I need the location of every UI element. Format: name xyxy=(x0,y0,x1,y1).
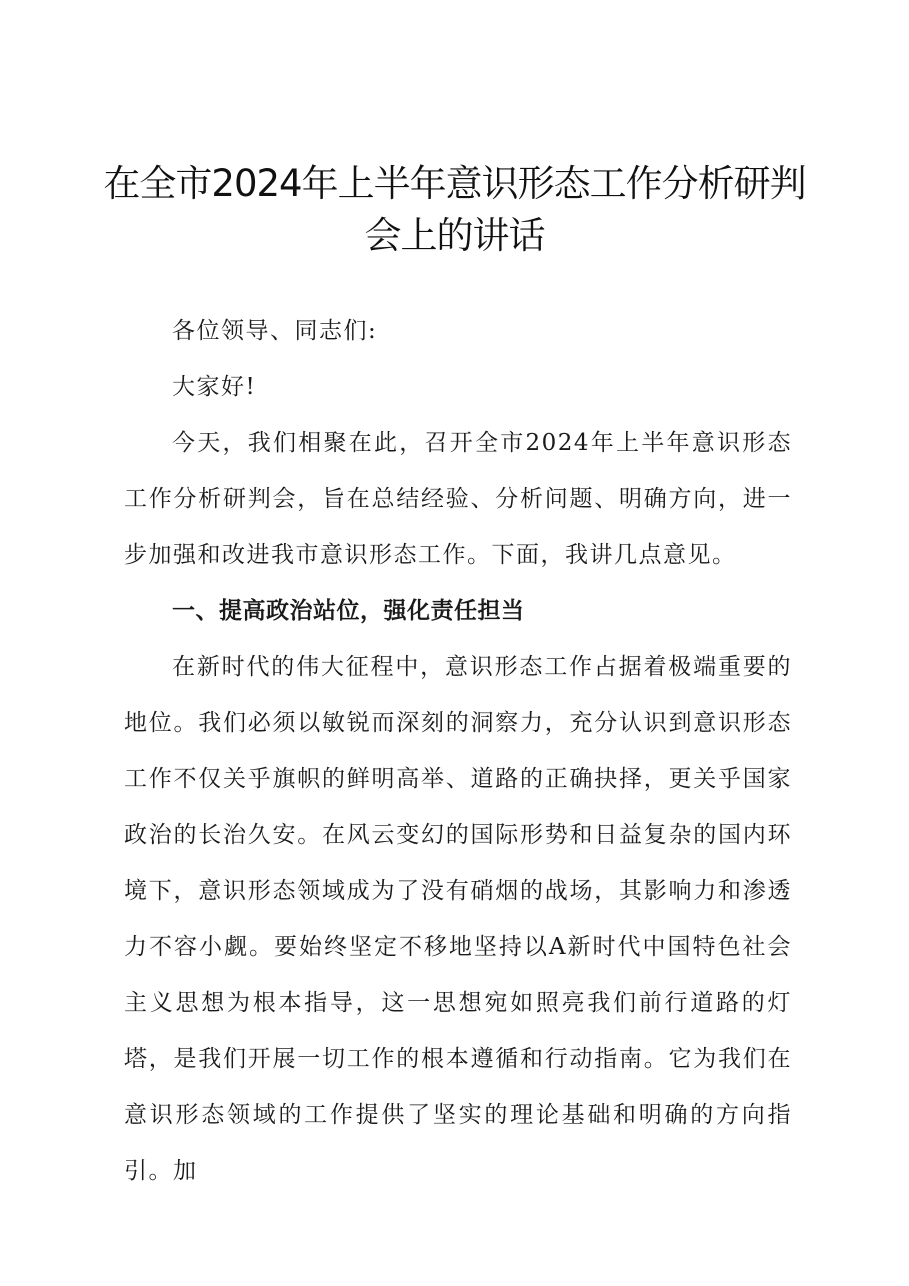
document-title xyxy=(100,158,809,262)
salutation: 各位领导、同志们: xyxy=(172,318,378,344)
intro-paragraph: 今天，我们相聚在此，召开全市2024年上半年意识形态工作分析研判会，旨在总结经验、分析问题、明确方向，进一步加强和改进我市意识形态工作。下面，我讲几点意见。 xyxy=(124,430,792,568)
section-1-heading: 一、提高政治站位，强化责任担当 xyxy=(172,598,525,624)
greeting: 大家好! xyxy=(172,374,257,400)
title-line-1: 在全市2024年上半年意识形态工作分析研判 xyxy=(103,162,806,205)
title-line-2: 会上的讲话 xyxy=(364,214,545,257)
section-1-paragraph: 在新时代的伟大征程中，意识形态工作占据着极端重要的地位。我们必须以敏锐而深刻的洞察力，充分认识到意识形态工作不仅关乎旗帜的鲜明高举、道路的正确抉择，更关乎国家政治的长治久安。在风云变幻的国际形势和日益复杂的国内环境下，意识形态领域成为了没有硝烟的战场，其影响力和渗透力不容小觑。要始终坚定不移地坚持以A新时代中国特色社会主义思想为根本指导，这一思想宛如照亮我们前行道路的灯塔，是我们开展一切工作的根本遵循和行动指南。它为我们在意识形态领域的工作提供了坚实的理论基础和明确的方向指引。加 xyxy=(124,654,792,1184)
